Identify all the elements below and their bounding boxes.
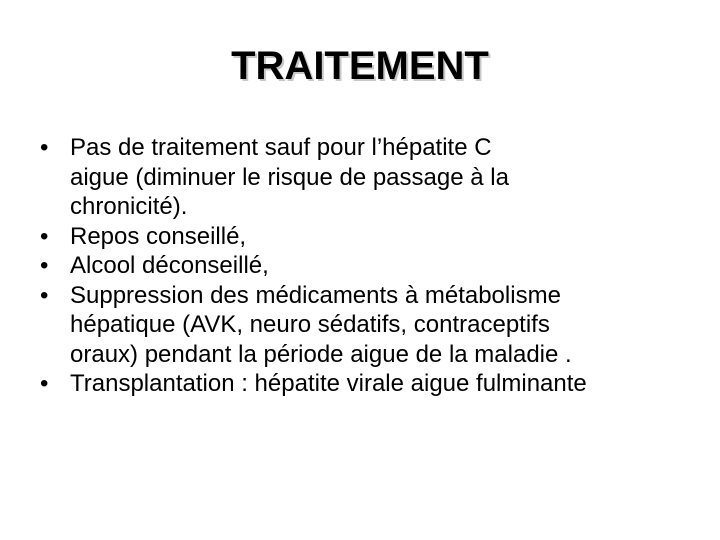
bullet-icon: • <box>40 134 49 161</box>
bullet-icon: • <box>40 281 49 309</box>
bullet-line: oraux) pendant la période aigue de la maladie . <box>70 340 572 368</box>
slide-title: TRAITEMENT <box>231 44 489 88</box>
bullet-icon: • <box>40 222 49 250</box>
bullet-item-rest <box>40 222 700 252</box>
bullet-line: Suppression des médicaments à métabolisme <box>70 281 561 309</box>
bullet-icon: • <box>40 370 49 397</box>
bullet-line: Repos conseillé, <box>70 222 247 250</box>
bullet-icon: • <box>40 252 49 279</box>
bullet-line: hépatique (AVK, neuro sédatifs, contraceptifs <box>70 311 550 338</box>
bullet-item-treatment <box>40 133 700 222</box>
bullet-line: Pas de traitement sauf pour l’hépatite C <box>70 134 492 161</box>
bullet-item-medication <box>40 281 700 370</box>
bullet-line: Alcool déconseillé, <box>70 252 269 279</box>
bullet-line: aigue (diminuer le risque de passage à la <box>70 163 509 191</box>
bullet-list <box>40 133 700 399</box>
bullet-item-alcohol <box>40 251 700 281</box>
bullet-item-transplantation <box>40 369 700 399</box>
bullet-line: Transplantation : hépatite virale aigue fulminante <box>70 370 587 397</box>
bullet-line: chronicité). <box>70 193 188 220</box>
